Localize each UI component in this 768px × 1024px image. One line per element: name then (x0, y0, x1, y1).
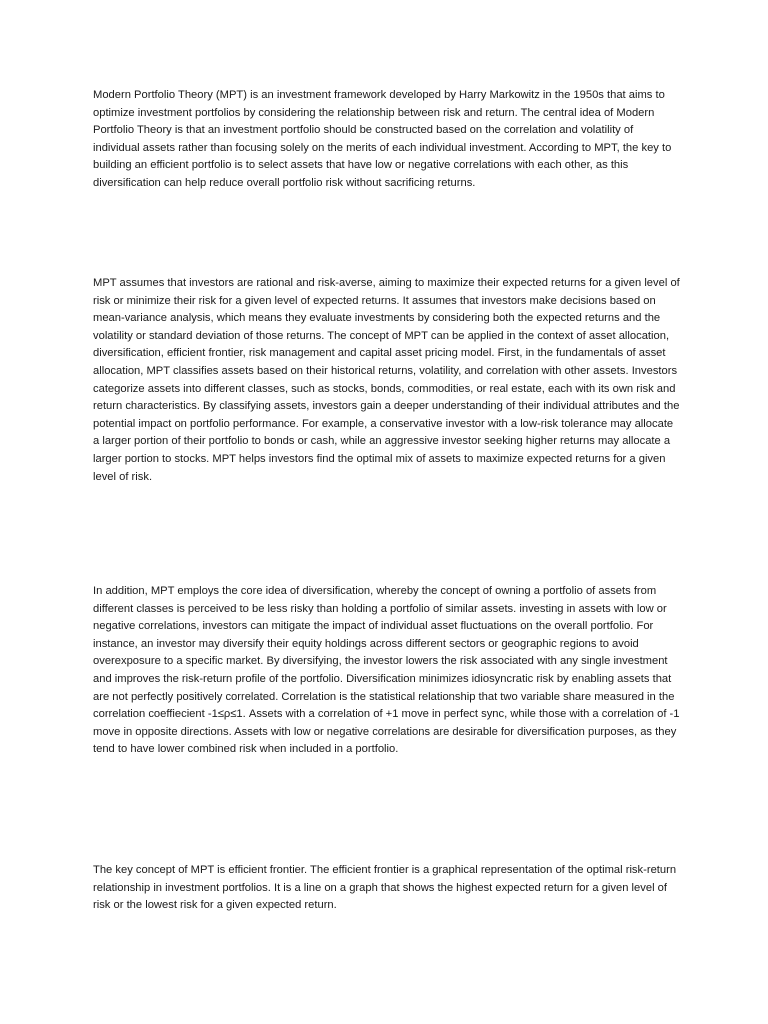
paragraph-diversification: In addition, MPT employs the core idea of diversification, whereby the concept of owning a portfolio of assets from different classes is perceived to be less risky than holding a portfolio of similar assets. investing in assets with low or negative correlations, investors can mitigate the impact of individual asset fluctuations on the overall portfolio. For instance, an investor may diversify their equity holdings across different sectors or geographic regions to avoid overexposure to a specific market. By diversifying, the investor lowers the risk associated with any single investment and improves the risk-return profile of the portfolio. Diversification minimizes idiosyncratic risk by enabling assets that are not perfectly positively correlated. Correlation is the statistical relationship that two variable share measured in the correlation coeffiecient -1≤ρ≤1. Assets with a correlation of +1 move in perfect sync, while those with a correlation of -1 move in opposite directions. Assets with low or negative correlations are desirable for diversification purposes, as they tend to have lower combined risk when included in a portfolio. (93, 585, 680, 756)
paragraph-mpt-introduction: Modern Portfolio Theory (MPT) is an investment framework developed by Harry Markowitz in the 1950s that aims to optimize investment portfolios by considering the relationship between risk and return. The central idea of Modern Portfolio Theory is that an investment portfolio should be constructed based on the correlation and volatility of individual assets rather than focusing solely on the merits of each individual investment. According to MPT, the key to building an efficient portfolio is to select assets that have low or negative correlations with each other, as this diversification can help reduce overall portfolio risk without sacrificing returns. (93, 89, 672, 189)
paragraph-mpt-assumptions: MPT assumes that investors are rational and risk-averse, aiming to maximize their expected returns for a given level of risk or minimize their risk for a given level of expected returns. It assumes that investors make decisions based on mean-variance analysis, which means they evaluate investments by considering both the expected returns and the volatility or standard deviation of those returns. The concept of MPT can be applied in the context of asset allocation, diversification, efficient frontier, risk management and capital asset pricing model. First, in the fundamentals of asset allocation, MPT classifies assets based on their historical returns, volatility, and correlation with other assets. Investors categorize assets into different classes, such as stocks, bonds, commodities, or real estate, each with its own risk and return characteristics. By classifying assets, investors gain a deeper understanding of their individual attributes and the potential impact on portfolio performance. For example, a conservative investor with a low-risk tolerance may allocate a larger portion of their portfolio to bonds or cash, while an aggressive investor seeking higher returns may allocate a larger portion to stocks. MPT helps investors find the optimal mix of assets to maximize expected returns for a given level of risk. (93, 277, 680, 483)
paragraph-efficient-frontier: The key concept of MPT is efficient frontier. The efficient frontier is a graphical representation of the optimal risk-return relationship in investment portfolios. It is a line on a graph that shows the highest expected return for a given level of risk or the lowest risk for a given expected return. (93, 864, 677, 912)
